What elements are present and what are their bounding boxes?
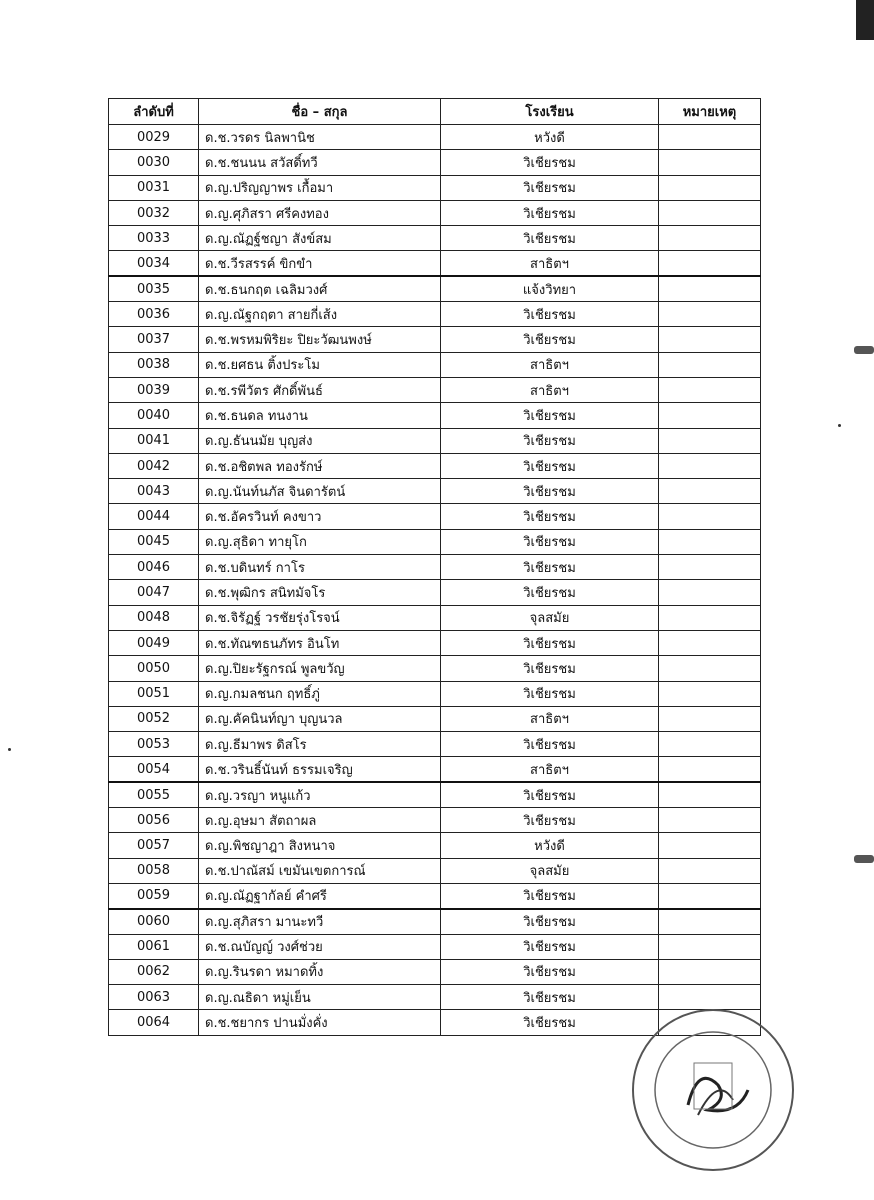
student-name: ด.ช.ปาณัสม์ เขมันเขตการณ์ <box>199 858 441 883</box>
row-note <box>659 226 761 251</box>
student-name: ด.ช.จิรัฏฐ์ วรชัยรุ่งโรจน์ <box>199 605 441 630</box>
row-note <box>659 858 761 883</box>
student-name: ด.ช.รพีวัตร ศักดิ์พันธ์ <box>199 377 441 402</box>
student-name: ด.ญ.กมลชนก ฤทธิ์ภู่ <box>199 681 441 706</box>
official-seal-stamp <box>628 1005 798 1175</box>
row-number: 0056 <box>109 808 199 833</box>
row-note <box>659 200 761 225</box>
row-note <box>659 757 761 782</box>
table-row <box>109 479 761 504</box>
row-number: 0034 <box>109 251 199 276</box>
student-name: ด.ญ.ปริญญาพร เกื้อมา <box>199 175 441 200</box>
table-row <box>109 175 761 200</box>
row-number: 0033 <box>109 226 199 251</box>
row-note <box>659 428 761 453</box>
school-name: วิเชียรชม <box>441 327 659 352</box>
table-row <box>109 555 761 580</box>
student-name: ด.ญ.สุธิดา ทายุโก <box>199 529 441 554</box>
table-row <box>109 883 761 908</box>
row-note <box>659 327 761 352</box>
table-header-row <box>109 99 761 125</box>
table-row <box>109 428 761 453</box>
school-name: วิเชียรชม <box>441 782 659 807</box>
scan-dot <box>8 748 11 751</box>
row-note <box>659 706 761 731</box>
row-note <box>659 352 761 377</box>
student-name: ด.ญ.ณัฏฐากัลย์ คำศรี <box>199 883 441 908</box>
school-name: วิเชียรชม <box>441 555 659 580</box>
row-note <box>659 403 761 428</box>
row-note <box>659 555 761 580</box>
school-name: วิเชียรชม <box>441 403 659 428</box>
row-number: 0061 <box>109 934 199 959</box>
row-number: 0064 <box>109 1010 199 1035</box>
row-number: 0039 <box>109 377 199 402</box>
row-note <box>659 934 761 959</box>
row-number: 0059 <box>109 883 199 908</box>
row-number: 0046 <box>109 555 199 580</box>
row-number: 0038 <box>109 352 199 377</box>
table-row <box>109 833 761 858</box>
student-name: ด.ญ.ธันนมัย บุญส่ง <box>199 428 441 453</box>
school-name: จุลสมัย <box>441 858 659 883</box>
school-name: วิเชียรชม <box>441 656 659 681</box>
header-school: โรงเรียน <box>441 99 659 125</box>
school-name: วิเชียรชม <box>441 504 659 529</box>
row-note <box>659 529 761 554</box>
school-name: วิเชียรชม <box>441 934 659 959</box>
row-number: 0041 <box>109 428 199 453</box>
table-row <box>109 808 761 833</box>
student-name: ด.ช.อชิตพล ทองรักษ์ <box>199 453 441 478</box>
row-note <box>659 630 761 655</box>
student-name: ด.ญ.รินรดา หมาดทิ้ง <box>199 959 441 984</box>
row-number: 0040 <box>109 403 199 428</box>
row-number: 0044 <box>109 504 199 529</box>
table-row <box>109 327 761 352</box>
row-number: 0032 <box>109 200 199 225</box>
student-name: ด.ญ.สุภิสรา มานะทวี <box>199 909 441 934</box>
row-number: 0052 <box>109 706 199 731</box>
student-name: ด.ช.บดินทร์ กาโร <box>199 555 441 580</box>
table-row <box>109 580 761 605</box>
row-number: 0048 <box>109 605 199 630</box>
row-number: 0053 <box>109 732 199 757</box>
school-name: สาธิตฯ <box>441 352 659 377</box>
row-number: 0045 <box>109 529 199 554</box>
school-name: วิเชียรชม <box>441 909 659 934</box>
row-number: 0030 <box>109 150 199 175</box>
student-name: ด.ช.ชยากร ปานมั่งคั่ง <box>199 1010 441 1035</box>
table-row <box>109 251 761 276</box>
student-name: ด.ญ.พิชญาฎา สิงหนาจ <box>199 833 441 858</box>
student-name: ด.ช.วรดร นิลพานิช <box>199 125 441 150</box>
table-row <box>109 706 761 731</box>
school-name: วิเชียรชม <box>441 479 659 504</box>
table-row <box>109 226 761 251</box>
table-row <box>109 352 761 377</box>
student-name: ด.ญ.คัคนินท์ญา บุญนวล <box>199 706 441 731</box>
table-row <box>109 909 761 934</box>
student-name: ด.ช.ยศธน ติ้งประโม <box>199 352 441 377</box>
row-note <box>659 808 761 833</box>
table-body <box>109 125 761 1036</box>
table-row <box>109 302 761 327</box>
row-number: 0035 <box>109 276 199 301</box>
table-row <box>109 959 761 984</box>
student-name: ด.ช.ทัณฑธนภัทร อินโท <box>199 630 441 655</box>
header-order: ลำดับที่ <box>109 99 199 125</box>
row-note <box>659 479 761 504</box>
school-name: วิเชียรชม <box>441 580 659 605</box>
school-name: หวังดี <box>441 833 659 858</box>
school-name: วิเชียรชม <box>441 428 659 453</box>
row-number: 0062 <box>109 959 199 984</box>
student-name: ด.ญ.นันท์นภัส จินดารัตน์ <box>199 479 441 504</box>
school-name: วิเชียรชม <box>441 1010 659 1035</box>
table-row <box>109 605 761 630</box>
table-row <box>109 377 761 402</box>
row-number: 0049 <box>109 630 199 655</box>
row-note <box>659 580 761 605</box>
table-row <box>109 656 761 681</box>
table-row <box>109 858 761 883</box>
table-row <box>109 757 761 782</box>
school-name: วิเชียรชม <box>441 681 659 706</box>
school-name: สาธิตฯ <box>441 377 659 402</box>
scan-edge-mark <box>854 346 874 354</box>
row-number: 0036 <box>109 302 199 327</box>
table-row <box>109 125 761 150</box>
school-name: วิเชียรชม <box>441 808 659 833</box>
school-name: วิเชียรชม <box>441 883 659 908</box>
row-note <box>659 504 761 529</box>
row-note <box>659 782 761 807</box>
scan-dot <box>838 424 841 427</box>
row-number: 0063 <box>109 985 199 1010</box>
row-note <box>659 883 761 908</box>
row-note <box>659 656 761 681</box>
student-name: ด.ญ.ปิยะรัฐกรณ์ พูลขวัญ <box>199 656 441 681</box>
school-name: จุลสมัย <box>441 605 659 630</box>
row-note <box>659 150 761 175</box>
table-row <box>109 276 761 301</box>
table-row <box>109 453 761 478</box>
row-note <box>659 453 761 478</box>
header-note: หมายเหตุ <box>659 99 761 125</box>
table-row <box>109 200 761 225</box>
row-number: 0031 <box>109 175 199 200</box>
student-name: ด.ช.ธนกฤต เฉลิมวงศ์ <box>199 276 441 301</box>
student-name: ด.ช.พรหมพิริยะ ปิยะวัฒนพงษ์ <box>199 327 441 352</box>
row-note <box>659 377 761 402</box>
student-name: ด.ญ.ศุภิสรา ศรีคงทอง <box>199 200 441 225</box>
scan-corner-mark <box>856 0 874 40</box>
student-name: ด.ญ.ณัฐกฤตา สายกี่เส้ง <box>199 302 441 327</box>
school-name: วิเชียรชม <box>441 175 659 200</box>
row-number: 0042 <box>109 453 199 478</box>
row-note <box>659 909 761 934</box>
row-note <box>659 125 761 150</box>
table-row <box>109 782 761 807</box>
row-note <box>659 175 761 200</box>
student-name: ด.ญ.ธีมาพร ดิสโร <box>199 732 441 757</box>
school-name: วิเชียรชม <box>441 453 659 478</box>
school-name: วิเชียรชม <box>441 302 659 327</box>
row-note <box>659 302 761 327</box>
row-note <box>659 276 761 301</box>
student-name: ด.ช.ณบัญญ์ วงศ์ช่วย <box>199 934 441 959</box>
student-name: ด.ช.อัครวินท์ คงขาว <box>199 504 441 529</box>
school-name: วิเชียรชม <box>441 529 659 554</box>
student-name: ด.ช.วีรสรรค์ ขิกขำ <box>199 251 441 276</box>
table-row <box>109 529 761 554</box>
scan-edge-mark <box>854 855 874 863</box>
table-row <box>109 630 761 655</box>
row-number: 0055 <box>109 782 199 807</box>
row-number: 0051 <box>109 681 199 706</box>
school-name: วิเชียรชม <box>441 200 659 225</box>
row-number: 0054 <box>109 757 199 782</box>
table-row <box>109 681 761 706</box>
row-note <box>659 959 761 984</box>
student-name: ด.ช.ธนดล ทนงาน <box>199 403 441 428</box>
school-name: วิเชียรชม <box>441 732 659 757</box>
student-name: ด.ญ.อุษมา สัตถาผล <box>199 808 441 833</box>
table-row <box>109 934 761 959</box>
student-name: ด.ช.วรินธิ์นันท์ ธรรมเจริญ <box>199 757 441 782</box>
row-note <box>659 732 761 757</box>
row-note <box>659 681 761 706</box>
header-name: ชื่อ – สกุล <box>199 99 441 125</box>
row-number: 0058 <box>109 858 199 883</box>
table-row <box>109 403 761 428</box>
school-name: แจ้งวิทยา <box>441 276 659 301</box>
school-name: หวังดี <box>441 125 659 150</box>
school-name: วิเชียรชม <box>441 959 659 984</box>
table-row <box>109 150 761 175</box>
row-note <box>659 833 761 858</box>
row-number: 0037 <box>109 327 199 352</box>
row-number: 0043 <box>109 479 199 504</box>
student-name: ด.ช.พุฒิกร สนิทมัจโร <box>199 580 441 605</box>
school-name: สาธิตฯ <box>441 757 659 782</box>
school-name: สาธิตฯ <box>441 251 659 276</box>
row-note <box>659 605 761 630</box>
row-number: 0047 <box>109 580 199 605</box>
table-row <box>109 504 761 529</box>
row-number: 0057 <box>109 833 199 858</box>
student-name: ด.ญ.ณธิดา หมู่เย็น <box>199 985 441 1010</box>
row-number: 0029 <box>109 125 199 150</box>
school-name: สาธิตฯ <box>441 706 659 731</box>
row-number: 0060 <box>109 909 199 934</box>
row-note <box>659 251 761 276</box>
school-name: วิเชียรชม <box>441 630 659 655</box>
school-name: วิเชียรชม <box>441 150 659 175</box>
school-name: วิเชียรชม <box>441 985 659 1010</box>
table-row <box>109 732 761 757</box>
school-name: วิเชียรชม <box>441 226 659 251</box>
student-roster-table <box>108 98 761 1036</box>
student-name: ด.ญ.ณัฏฐ์ชญา สังข์สม <box>199 226 441 251</box>
row-number: 0050 <box>109 656 199 681</box>
student-name: ด.ญ.วรญา หนูแก้ว <box>199 782 441 807</box>
student-name: ด.ช.ชนนน สวัสดิ์ทวี <box>199 150 441 175</box>
